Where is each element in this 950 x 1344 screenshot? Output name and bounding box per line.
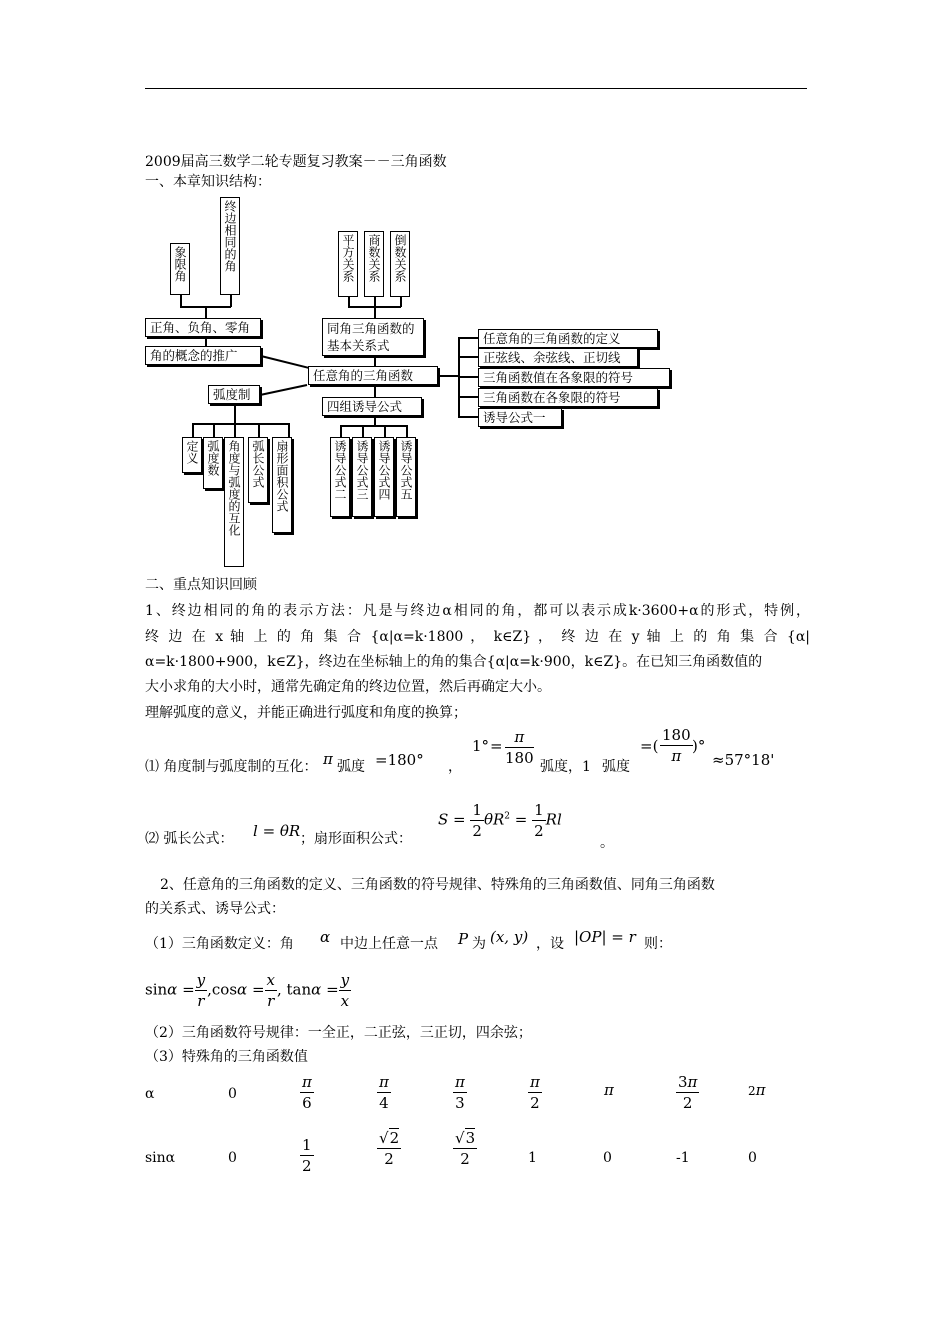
sin-0: 0 (228, 1150, 237, 1166)
box-four-induction: 四组诱导公式 (322, 397, 422, 416)
equals-sign: = (490, 737, 503, 755)
paragraph-2-cont: 的关系式、诱导公式： (145, 901, 285, 917)
page-title: 2009届高三数学二轮专题复习教案－－三角函数 (145, 154, 447, 170)
formula-2-end: 。 (600, 835, 614, 851)
alpha-pi-4: $\frac{\pi}{4}$ (379, 1073, 389, 1112)
formula-1-one-degree: 1° (472, 737, 490, 755)
box-induction-2: 诱导公式二 (330, 437, 350, 517)
row-label-alpha: α (145, 1086, 155, 1102)
formula-1-radian-2: 弧度，1 (540, 759, 591, 775)
def-xy: (x, y) (490, 928, 529, 946)
box-angle-generalization: 角的概念的推广 (145, 346, 261, 365)
box-arc-length: 弧长公式 (248, 437, 268, 503)
box-trig-definition: 任意角的三角函数的定义 (478, 329, 658, 348)
def-P: P (458, 930, 469, 948)
box-radian-count: 弧度数 (203, 437, 223, 489)
box-quotient-relation: 商数关系 (364, 231, 384, 297)
section-1-heading: 一、本章知识结构： (145, 174, 271, 190)
formula-1-approx: ≈57°18' (712, 751, 775, 769)
def-set: ，设 (536, 936, 564, 952)
box-deg-rad-conversion: 角度与弧度的互化 (224, 437, 244, 567)
paragraph-1-line-1: 1、终边相同的角的表示方法：凡是与终边α相同的角，都可以表示成k·3600+α的形式，特例， (145, 603, 810, 619)
box-induction-5: 诱导公式五 (396, 437, 416, 517)
box-function-signs-in-quadrants: 三角函数在各象限的符号 (478, 388, 658, 407)
def-alpha: α (320, 928, 331, 946)
box-signs-in-quadrants: 三角函数值在各象限的符号 (478, 368, 670, 387)
box-sector-area: 扇形面积公式 (272, 437, 292, 533)
sin-3pi-2: -1 (676, 1150, 690, 1166)
formula-1-eq180: =180° (375, 751, 424, 769)
sin-pi: 0 (603, 1150, 612, 1166)
arc-length-formula: l = θR (253, 822, 301, 840)
def-wei: 为 (472, 936, 486, 952)
box-square-relation: 平方关系 (338, 231, 358, 297)
box-induction-3: 诱导公式三 (352, 437, 372, 517)
comma: ， (448, 759, 462, 775)
def-mid: 中边上任意一点 (340, 936, 438, 952)
paragraph-1-line-5: 理解弧度的意义，并能正确进行弧度和角度的换算； (145, 705, 467, 721)
alpha-3pi-2: $\frac{3\pi}{2}$ (678, 1073, 698, 1112)
def-op: |OP| = r (574, 928, 636, 946)
box-sine-cosine-tangent-lines: 正弦线、余弦线、正切线 (478, 348, 638, 367)
def-label: （1）三角函数定义：角 (145, 936, 294, 952)
paragraph-1-line-2: 终 边 在 x 轴 上 的 角 集 合 {α|α=k·1800 ， k∈Z} ， 终 边 在 y 轴 上 的 角 集 合 {α| (145, 629, 810, 645)
section-2-heading: 二、重点知识回顾 (145, 577, 257, 593)
box-pos-neg-zero: 正角、负角、零角 (145, 318, 261, 337)
formula-1-label: ⑴ 角度制与弧度制的互化： (145, 759, 318, 775)
box-same-angle-relations: 同角三角函数的基本关系式 (322, 318, 424, 356)
sin-1-2: $\frac{1}{2}$ (302, 1136, 312, 1175)
alpha-0: 0 (228, 1086, 237, 1102)
sin-1: 1 (528, 1150, 537, 1166)
def-then: 则： (644, 936, 672, 952)
alpha-pi-6: $\frac{\pi}{6}$ (302, 1073, 312, 1112)
paragraph-1-line-4: 大小求角的大小时，通常先确定角的终边位置，然后再确定大小。 (145, 679, 551, 695)
formula-1-radian: 弧度 (337, 759, 365, 775)
formula-1-radian-3: 弧度 (602, 759, 630, 775)
box-radian-system: 弧度制 (208, 385, 260, 404)
box-coterminal-angle: 终边相同的角 (220, 197, 240, 295)
trig-definition-formulas: sinα = $\frac{y}{r}$ ,cosα = $\frac{x}{r}$ , tanα = $\frac{y}{x}$ (145, 971, 350, 1010)
sector-label: ；扇形面积公式： (300, 831, 412, 847)
sin-2pi: 0 (748, 1150, 757, 1166)
box-quadrant-angle: 象限角 (170, 243, 190, 295)
alpha-pi: π (604, 1081, 614, 1099)
paragraph-1-line-3: α=k·1800+900，k∈Z}，终边在坐标轴上的角的集合{α|α=k·900，k∈Z}。在已知三角函数值的 (145, 654, 763, 670)
formula-1-fraction: $\frac{\pi}{180}$ (505, 728, 534, 767)
alpha-pi-3: $\frac{\pi}{3}$ (455, 1073, 465, 1112)
sector-area-formula: S = $\frac{1}{2}$ $\theta R^2$ = $\frac{1}{2}$ Rl (438, 801, 562, 840)
box-induction-4: 诱导公式四 (374, 437, 394, 517)
paragraph-2: 2、任意角的三角函数的定义、三角函数的符号规律、特殊角的三角函数值、同角三角函数 (160, 877, 715, 893)
equals-paren: =( (640, 737, 659, 755)
box-induction-1: 诱导公式一 (478, 408, 562, 427)
alpha-2pi: 2π (748, 1081, 766, 1099)
box-arbitrary-angle-trig: 任意角的三角函数 (308, 366, 438, 385)
row-label-sin: sinα (145, 1150, 176, 1166)
sin-sqrt2-2: $\frac{√2}{2}$ (379, 1129, 400, 1168)
sin-sqrt3-2: $\frac{√3}{2}$ (455, 1129, 476, 1168)
alpha-pi-2: $\frac{\pi}{2}$ (530, 1073, 540, 1112)
special-values-label: （3）特殊角的三角函数值 (145, 1049, 308, 1065)
box-definition: 定义 (182, 437, 202, 473)
formula-2-label: ⑵ 弧长公式： (145, 831, 234, 847)
close-paren: )° (692, 737, 706, 755)
sign-rule: （2）三角函数符号规律：一全正，二正弦，三正切，四余弦； (145, 1025, 532, 1041)
box-reciprocal-relation: 倒数关系 (390, 231, 410, 297)
formula-1-fraction-2: $\frac{180}{\pi}$ (662, 726, 691, 765)
formula-1-pi: π (323, 750, 333, 768)
